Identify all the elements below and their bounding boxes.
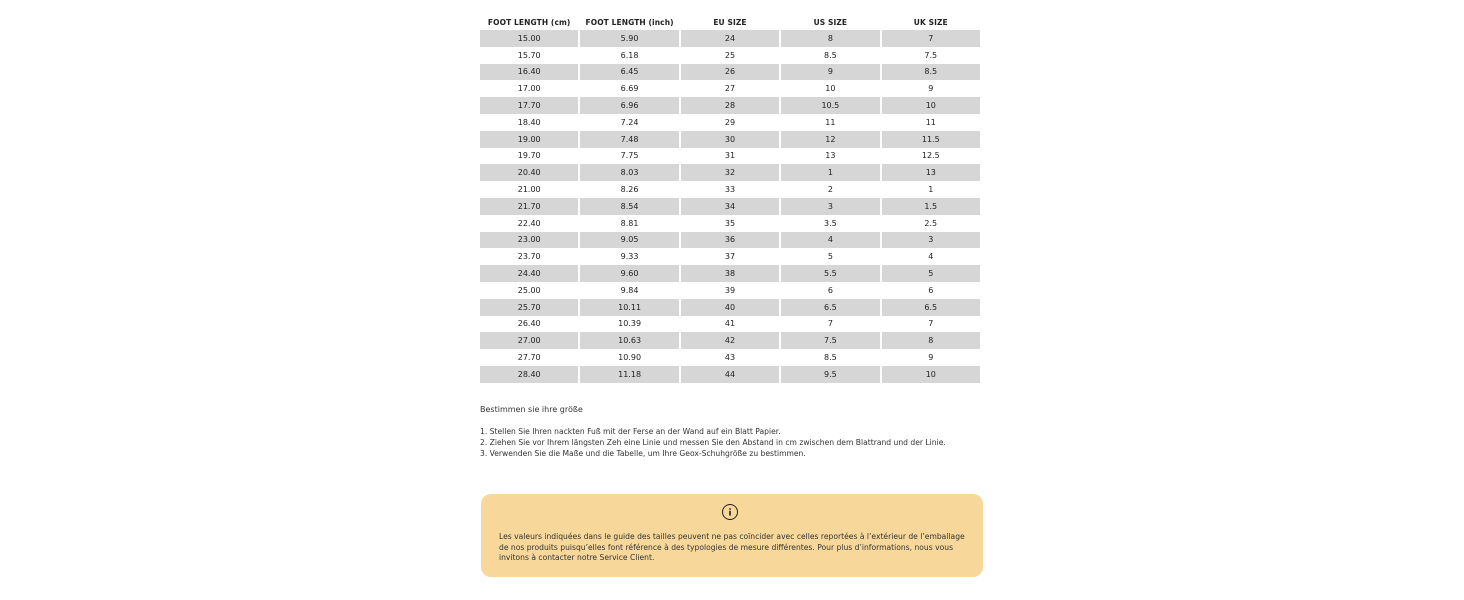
table-row — [480, 64, 980, 81]
size-table — [478, 14, 982, 383]
cell-foot-length-inch: 9.84 — [620, 285, 639, 295]
cell-foot-length-cm: 28.40 — [480, 366, 578, 383]
cell-foot-length-inch: 9.05 — [580, 232, 678, 249]
cell-uk-size: 7 — [882, 30, 980, 47]
instruction-step: 3. Verwenden Sie die Maße und die Tabelle, um Ihre Geox-Schuhgröße zu bestimmen. — [480, 449, 806, 458]
cell-us-size: 13 — [825, 151, 836, 161]
cell-us-size: 3 — [781, 198, 879, 215]
cell-uk-size: 12.5 — [921, 151, 940, 161]
cell-eu-size: 30 — [681, 131, 779, 148]
cell-eu-size: 39 — [724, 285, 736, 295]
cell-foot-length-cm: 24.40 — [480, 265, 578, 282]
cell-foot-length-cm: 20.40 — [480, 164, 578, 181]
cell-uk-size: 7.5 — [924, 50, 938, 60]
cell-foot-length-inch: 11.18 — [580, 366, 678, 383]
cell-foot-length-cm: 19.00 — [480, 131, 578, 148]
cell-foot-length-inch: 6.18 — [620, 50, 639, 60]
cell-foot-length-inch: 5.90 — [580, 30, 678, 47]
cell-foot-length-cm: 25.70 — [480, 299, 578, 316]
cell-foot-length-inch: 7.75 — [620, 151, 639, 161]
cell-eu-size: 27 — [724, 84, 736, 94]
cell-eu-size: 33 — [724, 185, 736, 195]
header-us-size: US SIZE — [813, 17, 848, 27]
cell-foot-length-cm: 19.70 — [517, 151, 541, 161]
cell-uk-size: 8 — [882, 332, 980, 349]
cell-foot-length-cm: 27.00 — [480, 332, 578, 349]
cell-foot-length-cm: 23.70 — [517, 252, 541, 262]
cell-us-size: 10.5 — [781, 97, 879, 114]
cell-foot-length-cm: 17.00 — [517, 84, 541, 94]
cell-eu-size: 43 — [724, 353, 736, 363]
cell-foot-length-inch: 10.11 — [580, 299, 678, 316]
cell-foot-length-inch: 7.48 — [580, 131, 678, 148]
instruction-step: 2. Ziehen Sie vor Ihrem längsten Zeh eine Linie und messen Sie den Abstand in cm zwischen dem Blattrand und der Linie. — [480, 438, 946, 447]
table-row — [480, 215, 980, 232]
cell-us-size: 9.5 — [781, 366, 879, 383]
cell-us-size: 5.5 — [781, 265, 879, 282]
cell-uk-size: 2.5 — [924, 218, 938, 228]
cell-foot-length-inch: 9.33 — [620, 252, 639, 262]
cell-foot-length-cm: 26.40 — [517, 319, 541, 329]
cell-uk-size: 13 — [882, 164, 980, 181]
cell-us-size: 10 — [825, 84, 836, 94]
cell-eu-size: 44 — [681, 366, 779, 383]
cell-us-size: 12 — [781, 131, 879, 148]
cell-us-size: 8.5 — [824, 50, 837, 60]
header-uk-size: UK SIZE — [913, 17, 948, 27]
cell-us-size: 3.5 — [824, 218, 837, 228]
cell-eu-size: 25 — [724, 50, 736, 60]
table-row — [480, 232, 980, 249]
table-row — [480, 282, 980, 299]
cell-foot-length-inch: 8.54 — [580, 198, 678, 215]
cell-us-size: 8.5 — [824, 353, 837, 363]
table-row — [480, 148, 980, 165]
cell-foot-length-cm: 16.40 — [480, 64, 578, 81]
table-row — [480, 316, 980, 333]
header-eu-size: EU SIZE — [713, 17, 747, 27]
table-row — [480, 131, 980, 148]
cell-foot-length-cm: 15.00 — [480, 30, 578, 47]
cell-foot-length-cm: 27.70 — [517, 353, 541, 363]
cell-us-size: 5 — [827, 252, 833, 262]
cell-uk-size: 9 — [928, 84, 934, 94]
instructions-steps — [480, 426, 946, 459]
table-row — [480, 97, 980, 114]
cell-foot-length-inch: 8.03 — [580, 164, 678, 181]
cell-eu-size: 32 — [681, 164, 779, 181]
cell-uk-size: 5 — [882, 265, 980, 282]
cell-eu-size: 37 — [724, 252, 736, 262]
cell-uk-size: 3 — [882, 232, 980, 249]
cell-uk-size: 6.5 — [882, 299, 980, 316]
cell-eu-size: 35 — [724, 218, 736, 228]
table-row — [480, 349, 980, 366]
table-row — [480, 332, 980, 349]
cell-us-size: 4 — [781, 232, 879, 249]
cell-us-size: 9 — [781, 64, 879, 81]
cell-uk-size: 6 — [928, 285, 934, 295]
cell-uk-size: 11 — [925, 117, 936, 127]
cell-eu-size: 38 — [681, 265, 779, 282]
table-body — [480, 30, 980, 383]
cell-uk-size: 10 — [882, 97, 980, 114]
table-row — [480, 265, 980, 282]
cell-us-size: 2 — [827, 185, 833, 195]
cell-foot-length-inch: 10.63 — [580, 332, 678, 349]
table-row — [480, 114, 980, 131]
cell-foot-length-inch: 9.60 — [580, 265, 678, 282]
cell-eu-size: 40 — [681, 299, 779, 316]
cell-foot-length-cm: 22.40 — [517, 218, 541, 228]
table-row — [480, 47, 980, 64]
table-row — [480, 80, 980, 97]
cell-foot-length-inch: 6.69 — [620, 84, 639, 94]
cell-uk-size: 7 — [928, 319, 934, 329]
size-guide — [480, 14, 984, 383]
cell-foot-length-cm: 23.00 — [480, 232, 578, 249]
cell-foot-length-inch: 6.45 — [580, 64, 678, 81]
cell-eu-size: 41 — [724, 319, 736, 329]
cell-us-size: 6.5 — [781, 299, 879, 316]
cell-uk-size: 8.5 — [882, 64, 980, 81]
cell-uk-size: 11.5 — [882, 131, 980, 148]
notice-text: Les valeurs indiquées dans le guide des tailles peuvent ne pas coïncider avec celles reportées à l’extérieur de l’emballage de nos produits puisqu’elles font référence à des typologies de mesure différentes. Pour plus d’informations, nous vous invitons à contacter notre Service Client. — [499, 532, 965, 562]
table-header-row — [480, 14, 980, 30]
cell-foot-length-inch: 6.96 — [580, 97, 678, 114]
cell-uk-size: 1.5 — [882, 198, 980, 215]
cell-us-size: 6 — [827, 285, 833, 295]
cell-foot-length-inch: 8.81 — [620, 218, 639, 228]
cell-eu-size: 34 — [681, 198, 779, 215]
cell-foot-length-cm: 18.40 — [517, 117, 541, 127]
cell-foot-length-cm: 21.00 — [517, 185, 541, 195]
cell-us-size: 7.5 — [781, 332, 879, 349]
cell-foot-length-cm: 21.70 — [480, 198, 578, 215]
cell-us-size: 7 — [827, 319, 833, 329]
table-row — [480, 248, 980, 265]
cell-foot-length-cm: 17.70 — [480, 97, 578, 114]
instruction-step: 1. Stellen Sie Ihren nackten Fuß mit der Ferse an der Wand auf ein Blatt Papier. — [480, 427, 781, 436]
header-foot-length-cm: FOOT LENGTH (cm) — [487, 17, 571, 27]
cell-foot-length-inch: 10.39 — [618, 319, 642, 329]
cell-foot-length-inch: 10.90 — [618, 353, 642, 363]
cell-foot-length-inch: 7.24 — [620, 117, 639, 127]
cell-eu-size: 36 — [681, 232, 779, 249]
cell-eu-size: 24 — [681, 30, 779, 47]
cell-uk-size: 10 — [882, 366, 980, 383]
cell-foot-length-cm: 15.70 — [517, 50, 541, 60]
cell-us-size: 11 — [825, 117, 836, 127]
instructions-title: Bestimmen sie ihre größe — [480, 405, 583, 414]
cell-uk-size: 4 — [928, 252, 934, 262]
table-row — [480, 366, 980, 383]
cell-eu-size: 26 — [681, 64, 779, 81]
cell-us-size: 8 — [781, 30, 879, 47]
cell-uk-size: 9 — [928, 353, 934, 363]
notice-box — [481, 494, 983, 577]
table-row — [480, 30, 980, 47]
table-row — [480, 299, 980, 316]
cell-eu-size: 29 — [724, 117, 736, 127]
cell-eu-size: 31 — [724, 151, 736, 161]
table-row — [480, 181, 980, 198]
table-row — [480, 198, 980, 215]
cell-us-size: 1 — [781, 164, 879, 181]
cell-foot-length-cm: 25.00 — [517, 285, 541, 295]
table-row — [480, 164, 980, 181]
cell-eu-size: 42 — [681, 332, 779, 349]
cell-foot-length-inch: 8.26 — [620, 185, 639, 195]
header-foot-length-inch: FOOT LENGTH (inch) — [585, 17, 674, 27]
info-icon — [722, 504, 738, 520]
cell-uk-size: 1 — [928, 185, 934, 195]
cell-eu-size: 28 — [681, 97, 779, 114]
